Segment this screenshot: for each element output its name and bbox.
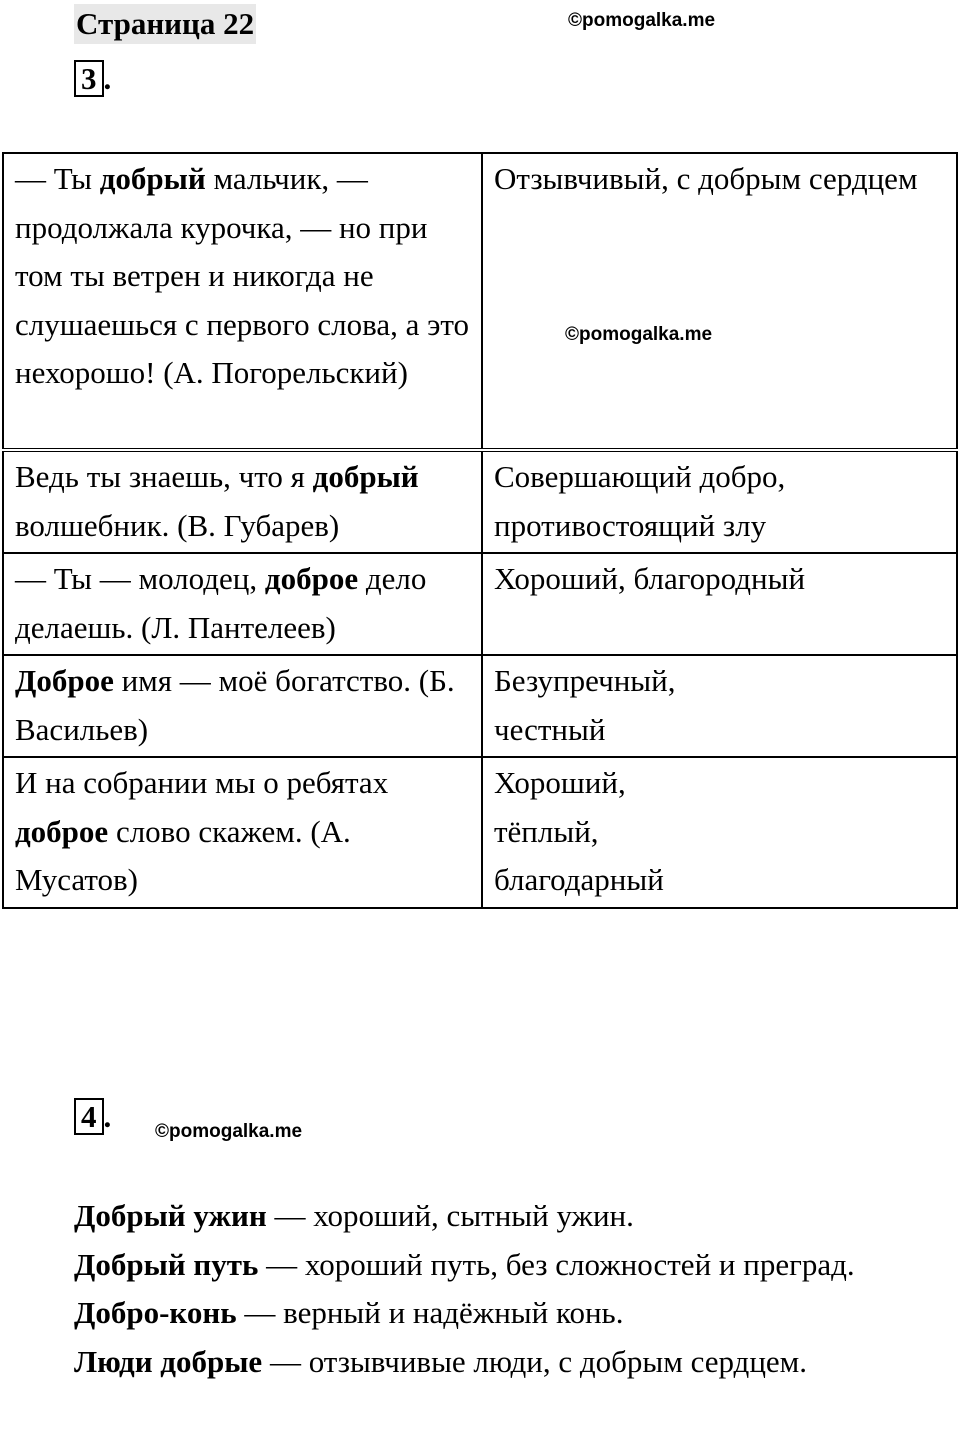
page-title: Страница 22 [74, 4, 256, 44]
sentence-cell: И на собрании мы о ребятах доброе слово скажем. (А. Мусатов) [3, 757, 482, 908]
task-4-number-box: 4 [74, 1098, 104, 1135]
task-3-number: 3 . [74, 60, 111, 97]
expression-item: Добрый путь — хороший путь, без сложностей и преград. [74, 1246, 855, 1282]
sentence-cell: Доброе имя — моё богатство. (Б. Васильев) [3, 655, 482, 757]
expression-item: Добрый ужин — хороший, сытный ужин. [74, 1198, 634, 1233]
sentence-cell: Ведь ты знаешь, что я добрый волшебник. (В. Губарев) [3, 450, 482, 553]
task-4-number: 4 . [74, 1098, 111, 1135]
task-4-expressions [2, 1192, 958, 1386]
table-row [3, 757, 957, 908]
table-row [3, 553, 957, 655]
sentence-cell: — Ты добрый мальчик, — продолжала курочка, — но при том ты ветрен и никогда не слушаешься с первого слова, а это нехорошо! (А. Погорельский) [3, 153, 482, 450]
meaning-cell: Хороший, благородный [482, 553, 957, 655]
watermark-task-4: ©pomogalka.me [155, 1121, 303, 1142]
task-3-number-box: 3 [74, 60, 104, 97]
meaning-cell: Отзывчивый, с добрым сердцем [482, 153, 957, 450]
task-3-table [2, 152, 958, 909]
table-row [3, 655, 957, 757]
expression-item: Добро-конь — верный и надёжный конь. [74, 1295, 624, 1330]
meaning-cell: Хороший, тёплый, благодарный [482, 757, 957, 908]
meaning-cell: Безупречный, честный [482, 655, 957, 757]
expression-item: Люди добрые — отзывчивые люди, с добрым сердцем. [74, 1343, 808, 1379]
table-row [3, 153, 957, 450]
watermark-top: ©pomogalka.me [568, 10, 716, 31]
watermark-table: ©pomogalka.me [565, 324, 713, 345]
sentence-cell: — Ты — молодец, доброе дело делаешь. (Л. Пантелеев) [3, 553, 482, 655]
meaning-cell: Совершающий добро, противостоящий злу [482, 450, 957, 553]
table-row [3, 450, 957, 553]
